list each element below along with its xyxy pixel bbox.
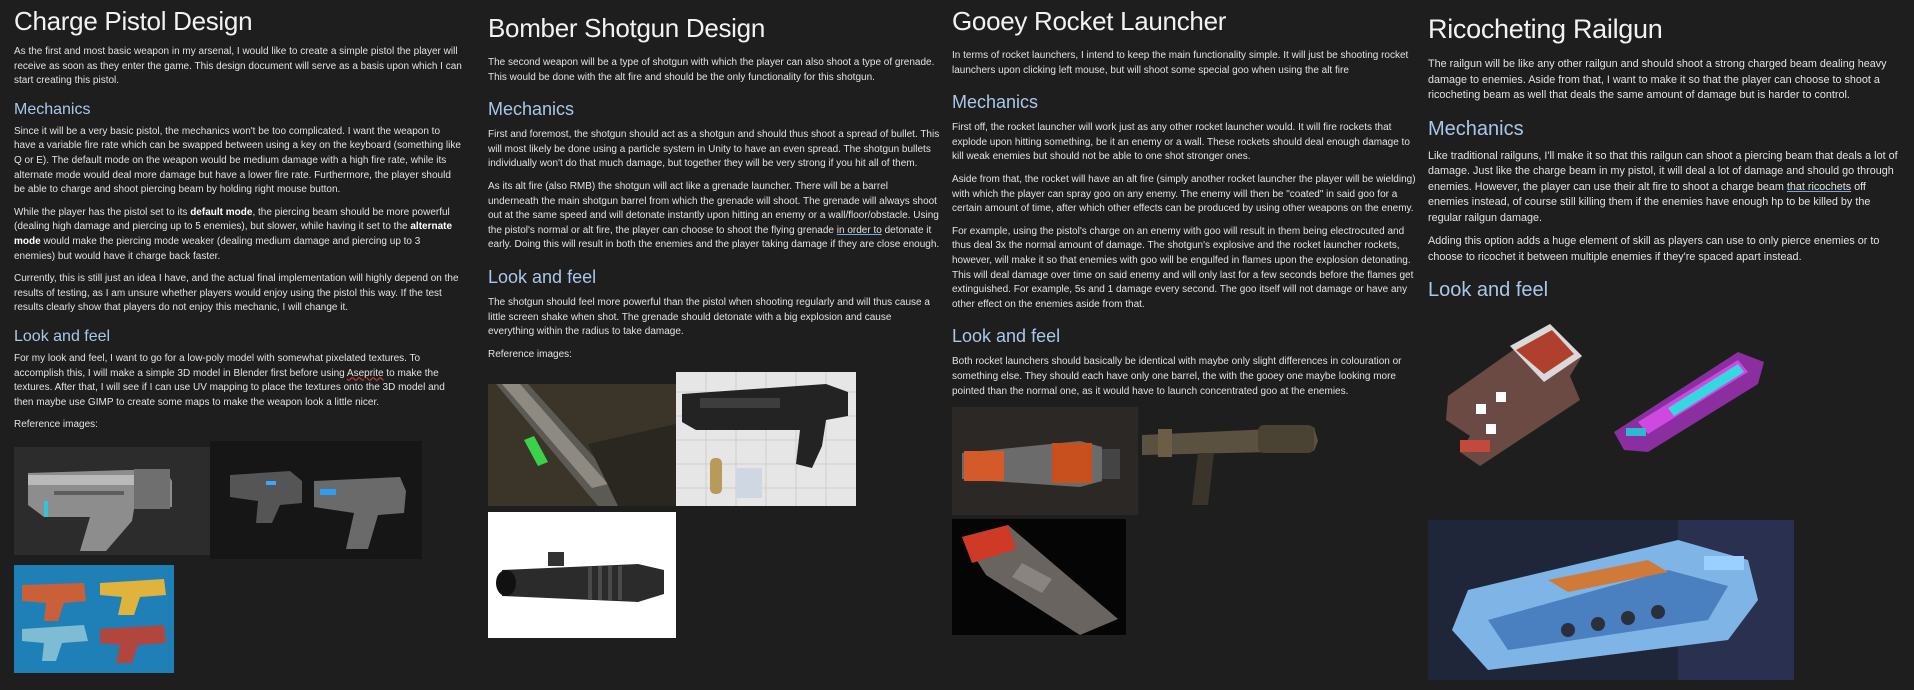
rocket-title: Gooey Rocket Launcher (952, 6, 1227, 36)
ref-image-shotgun-2 (676, 372, 856, 506)
pistol-reference-images (14, 447, 464, 687)
text-run: Like traditional railguns, I'll make it so that this railgun can shoot a piercing beam that deals a lot of damage. Just like the charge beam in my pistol, it will deal a lot of damage and should go through enemies. However, the player can use their alt fire to shoot a charge beam (1428, 149, 1898, 193)
pistol-ref-label: Reference images: (14, 419, 98, 431)
rocket-mechanics-p2: Aside from that, the rocket will have an alt fire (simply another rocket launcher the player will be wielding) with which the player can spray goo on any enemy. The enemy will then be "coated" in said goo for a certain amount of time, after which other effects can be produced by using other weapons on the enemy. (952, 173, 1416, 215)
text-run: would make the piercing mode weaker (dealing medium damage and piercing up to 3 enemies) but would have it charge back faster. (14, 235, 421, 262)
rocket-look-p: Both rocket launchers should basically be identical with maybe only slight differences in colouration or something else. They should each have only one barrel, the with the gooey one maybe looking more pointed than the normal one, as it would have to launch concentrated goo at the enemies. (952, 356, 1402, 397)
railgun-mechanics-p2: Adding this option adds a huge element of skill as players can use to only pierce enemies or to choose to ricochet it between multiple enemies if they're spaced apart instead. (1428, 235, 1880, 263)
pistol-section (0, 0, 474, 690)
pistol-mechanics-p3: Currently, this is still just an idea I have, and the actual final implementation will highly depend on the results of testing, as I am unsure whether players would enjoy using the pistol this way. If the test results clearly show that players do not enjoy this mechanic, I will change it. (14, 273, 459, 314)
ref-image-pistol-1 (14, 447, 210, 555)
rocket-mechanics-p1: First off, the rocket launcher will work just as any other rocket launcher would. It will fire rockets that explode upon hitting something, be it an enemy or a wall. These rockets should deal enough damage to kill weak enemies but should not be able to one shot stronger ones. (952, 122, 1410, 163)
alternate-mode-term: alternate mode (14, 221, 453, 247)
ref-image-pistol-3 (14, 565, 174, 673)
misspelled-word[interactable]: Aseprite (346, 367, 384, 379)
rocket-look-heading: Look and feel (952, 326, 1061, 347)
text-run: As its alt fire (also RMB) the shotgun will act like a grenade launcher. There will be a barrel underneath the main shotgun barrel from which the grenade will shoot. The grenade will always shoot out at the same speed and will detonate instantly upon hitting an enemy or a wall/floor/obstacle. Using the pistol's normal or alt fire, the player can choose to shoot the flying grenade (488, 180, 939, 236)
pistol-look-heading: Look and feel (14, 327, 111, 345)
text-run: For my look and feel, I want to go for a low-poly model with somewhat pixelated textures. To accomplish this, I will make a simple 3D model in Blender first before using (14, 352, 421, 379)
shotgun-look-p: The shotgun should feel more powerful than the pistol when shooting regularly and will thus cause a little screen shake when shot. The grenade should detonate with a big explosion and cause everything within the radius to take damage. (488, 296, 930, 338)
shotgun-reference-images (488, 370, 940, 650)
ref-image-shotgun-3 (488, 512, 676, 638)
shotgun-mechanics-heading: Mechanics (488, 99, 575, 120)
railgun-title: Ricocheting Railgun (1428, 14, 1663, 44)
shotgun-mechanics-p2 (488, 180, 940, 253)
text-run: off enemies instead, of course still killing them if the enemies have enough hp to be killed by the regular railgun damage. (1428, 180, 1871, 224)
text-run: While the player has the pistol set to its (14, 206, 191, 218)
railgun-section (1426, 0, 1914, 690)
railgun-intro: The railgun will be like any other railgun and should shoot a strong charged beam dealing heavy damage to enemies. Aside from that, I want to make it so that the player can choose to shoot a ricocheting beam as well that deals the same amount of damage but is harder to control. (1428, 58, 1887, 101)
grammar-suggestion[interactable]: that ricochets (1786, 180, 1852, 193)
rocket-mechanics-heading: Mechanics (952, 92, 1039, 113)
shotgun-ref-label: Reference images: (488, 348, 572, 360)
text-run: to make the textures. After that, I will see if I can use UV mapping to place the textures onto the 3D model and then maybe use GIMP to create some maps to make the weapon look a little nicer. (14, 367, 445, 408)
railgun-reference-images (1428, 310, 1904, 650)
pistol-mechanics-heading: Mechanics (14, 100, 91, 118)
ref-image-railgun-3 (1428, 520, 1794, 680)
railgun-mechanics-heading: Mechanics (1428, 117, 1524, 140)
ref-image-railgun-1 (1440, 316, 1590, 474)
ref-image-rocket-2 (1138, 407, 1320, 515)
pistol-title: Charge Pistol Design (14, 6, 253, 36)
ref-image-rocket-1 (952, 407, 1138, 515)
rocket-intro: In terms of rocket launchers, I intend to keep the main functionality simple. It will just be shooting rocket launchers upon clicking left mouse, but will shoot some special goo when using the alt fire (952, 50, 1409, 76)
grammar-suggestion[interactable]: in order to (836, 224, 882, 236)
rocket-section (950, 0, 1426, 690)
shotgun-intro: The second weapon will be a type of shotgun with which the player can also shoot a type of grenade. This would be done with the alt fire and should be the only functionality for this shotgun. (488, 57, 935, 83)
text-run: detonate it early. Doing this will result in both the enemies and the player taking damage if they are close enough. (488, 224, 940, 251)
ref-image-railgun-2 (1608, 332, 1768, 456)
pistol-intro: As the first and most basic weapon in my arsenal, I would like to create a simple pistol the player will receive as soon as they enter the game. This design document will serve as a basis upon which I can start creating this pistol. (14, 46, 462, 87)
shotgun-section (474, 0, 950, 690)
pistol-mechanics-p2 (14, 206, 464, 264)
ref-image-shotgun-1 (488, 384, 676, 506)
text-run: , the piercing beam should be more powerful (dealing high damage and piercing up to 5 enemies), but slower, while having it set to the (14, 206, 450, 233)
shotgun-mechanics-p1: First and foremost, the shotgun should act as a shotgun and should thus shoot a spread of bullet. This will most likely be done using a particle system in Unity to have an even spread. The shotgun bullets individually won't do that much damage, but together they will be very strong if you hit all of them. (488, 129, 940, 170)
default-mode-term: default mode (190, 206, 253, 218)
ref-image-pistol-2 (210, 441, 422, 559)
shotgun-look-heading: Look and feel (488, 266, 597, 287)
railgun-look-heading: Look and feel (1428, 279, 1549, 301)
pistol-mechanics-p1: Since it will be a very basic pistol, the mechanics won't be too complicated. I want the weapon to have a variable fire rate which can be swapped between using a key on the keyboard (something like Q or E). The default mode on the weapon would be medium damage with a high fire rate, while its alternate mode would deal more damage but have a lower fire rate. Furthermore, the player should be able to charge and shoot piercing beam by holding right mouse button. (14, 125, 461, 196)
pistol-look-p (14, 352, 464, 410)
rocket-reference-images (952, 407, 1416, 637)
shotgun-title: Bomber Shotgun Design (488, 13, 765, 43)
railgun-mechanics-p1 (1428, 149, 1904, 227)
ref-image-rocket-3 (952, 519, 1126, 635)
rocket-mechanics-p3: For example, using the pistol's charge on an enemy with goo will result in them being electrocuted and thus deal 3x the normal amount of damage. The shotgun's explosive and the rocket launcher rockets, however, will make it so that enemies with goo will be engulfed in flames upon the explosion detonating. This will deal damage over time on said enemy and will only last for a few seconds before the flames get extinguished. For example, 5s and 1 damage every second. The goo itself will not damage or have any other effect on the enemies aside from that. (952, 225, 1414, 310)
